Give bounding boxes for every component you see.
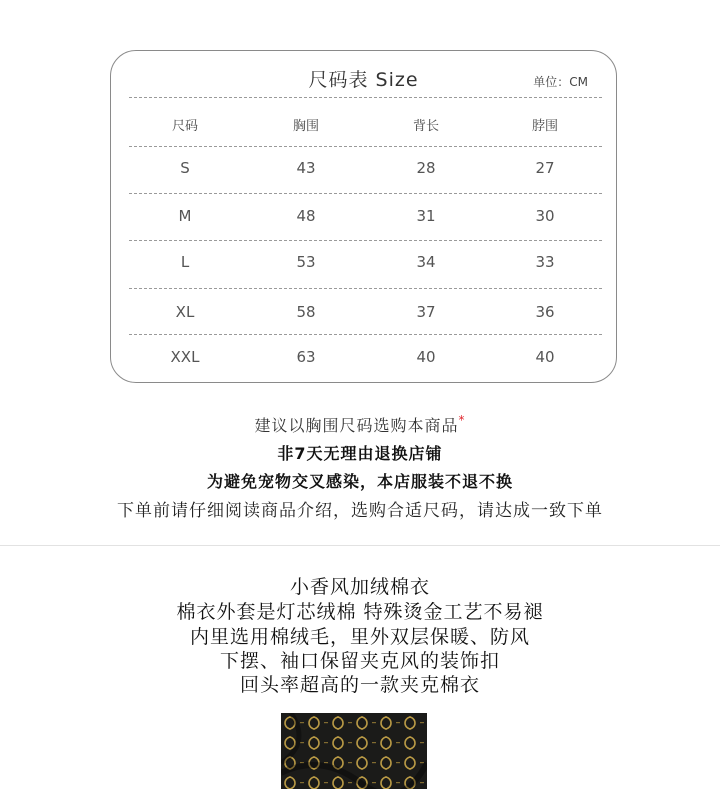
neck-cell: 30 <box>535 207 555 225</box>
table-divider <box>129 146 602 147</box>
size-chart-card <box>110 50 617 383</box>
table-divider <box>129 288 602 289</box>
size-cell: L <box>180 253 190 271</box>
product-name: 小香风加绒棉衣 <box>289 576 430 598</box>
size-cell: M <box>178 207 192 225</box>
table-row <box>111 303 616 323</box>
table-divider <box>129 97 602 98</box>
chest-cell: 58 <box>296 303 316 321</box>
fabric-pattern-photo <box>281 713 427 789</box>
table-row <box>111 207 616 227</box>
header-chest: 胸围 <box>292 119 319 134</box>
neck-cell: 33 <box>535 253 555 271</box>
product-feature: 下摆、袖口保留夹克风的装饰扣 <box>219 650 500 672</box>
back-length-cell: 40 <box>416 348 436 366</box>
chest-cell: 63 <box>296 348 316 366</box>
header-back-length: 背长 <box>412 119 439 134</box>
note-no-return: 非7天无理由退换店铺 <box>277 444 443 463</box>
note-size-advice <box>0 413 720 436</box>
product-feature: 棉衣外套是灯芯绒棉 特殊烫金工艺不易褪 <box>176 601 544 623</box>
table-row <box>111 159 616 179</box>
table-divider <box>129 240 602 241</box>
header-neck: 脖围 <box>531 119 558 134</box>
size-cell: XXL <box>170 348 200 366</box>
table-divider <box>129 193 602 194</box>
chest-cell: 53 <box>296 253 316 271</box>
note-no-exchange: 为避免宠物交叉感染，本店服装不退不换 <box>206 472 513 491</box>
neck-cell: 36 <box>535 303 555 321</box>
size-chart-unit: 单位：CM <box>533 75 588 89</box>
note-size-advice-text: 建议以胸围尺码选购本商品 <box>254 416 459 435</box>
size-cell: XL <box>175 303 195 321</box>
product-feature: 内里选用棉绒毛，里外双层保暖、防风 <box>189 626 530 648</box>
neck-cell: 40 <box>535 348 555 366</box>
back-length-cell: 28 <box>416 159 436 177</box>
back-length-cell: 34 <box>416 253 436 271</box>
header-size: 尺码 <box>171 119 198 134</box>
table-divider <box>129 334 602 335</box>
product-feature: 回头率超高的一款夹克棉衣 <box>239 674 480 696</box>
gold-logo-pattern <box>281 713 427 789</box>
chest-cell: 43 <box>296 159 316 177</box>
chest-cell: 48 <box>296 207 316 225</box>
note-read-before-order: 下单前请仔细阅读商品介绍，选购合适尺码，请达成一致下单 <box>117 501 603 521</box>
table-row <box>111 348 616 368</box>
section-divider <box>0 545 720 546</box>
table-row <box>111 253 616 273</box>
table-header-row <box>111 115 616 135</box>
size-cell: S <box>180 159 190 177</box>
size-chart-title: 尺码表 Size <box>308 69 419 91</box>
asterisk-mark: * <box>458 413 466 427</box>
neck-cell: 27 <box>535 159 555 177</box>
back-length-cell: 37 <box>416 303 436 321</box>
back-length-cell: 31 <box>416 207 436 225</box>
